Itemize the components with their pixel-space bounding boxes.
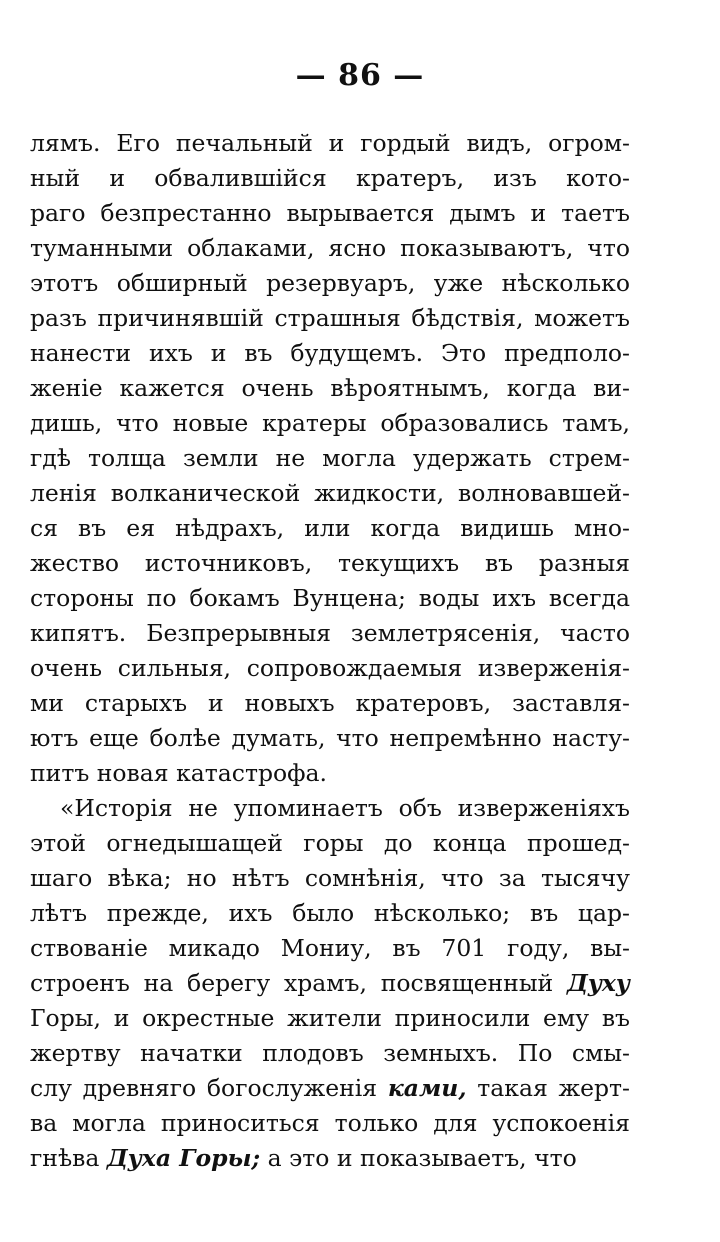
text-segment: такая жерт- [466, 1074, 630, 1102]
text-segment: а это и показываетъ, что [260, 1144, 577, 1172]
text-line: лямъ. Его печальный и гордый видъ, огром- [30, 129, 630, 157]
text-segment: слу древняго богослуженія [30, 1074, 378, 1102]
text-line: жертву начатки плодовъ земныхъ. По смы- [30, 1039, 630, 1067]
text-line-mixed [30, 966, 630, 1001]
text-line: Горы, и окрестные жители приносили ему въ [30, 1004, 630, 1032]
text-line: дишь, что новые кратеры образовались тамъ, [30, 409, 630, 437]
text-line: стороны по бокамъ Вунцена; воды ихъ всегда [30, 584, 630, 612]
text-line: ми старыхъ и новыхъ кратеровъ, заставля- [30, 689, 630, 717]
text-line-mixed [30, 1071, 630, 1106]
text-line: раго безпрестанно вырывается дымъ и таетъ [30, 199, 630, 227]
italic-segment: Духа Горы; [106, 1144, 261, 1172]
text-line: лѣтъ прежде, ихъ было нѣсколько; въ цар- [30, 899, 630, 927]
text-segment: гнѣва [30, 1144, 100, 1172]
text-line: ный и обвалившійся кратеръ, изъ кото- [30, 164, 630, 192]
text-line: этотъ обширный резервуаръ, уже нѣсколько [30, 269, 630, 297]
text-line: шаго вѣка; но нѣтъ сомнѣнія, что за тысячу [30, 864, 630, 892]
text-line: ленія волканической жидкости, волновавшей- [30, 479, 630, 507]
text-line-mixed [30, 1141, 630, 1176]
text-line: питъ новая катастрофа. [30, 759, 328, 787]
page-number: — 86 — [295, 58, 425, 93]
text-line: разъ причинявшій страшныя бѣдствія, можетъ [30, 304, 630, 332]
text-line: этой огнедышащей горы до конца прошед- [30, 829, 630, 857]
text-line: нанести ихъ и въ будущемъ. Это предполо- [30, 339, 630, 367]
text-line: туманными облаками, ясно показываютъ, что [30, 234, 630, 262]
text-line: «Исторія не упоминаетъ объ изверженіяхъ [60, 794, 630, 822]
text-line: ствованіе микадо Мониу, въ 701 году, вы- [30, 934, 630, 962]
text-line: ютъ еще болѣе думать, что непремѣнно насту- [30, 724, 630, 752]
italic-segment: Духу [566, 969, 630, 997]
text-segment: строенъ на берегу храмъ, посвященный [30, 969, 554, 997]
text-line: жество источниковъ, текущихъ въ разныя [30, 549, 630, 577]
text-line: женіе кажется очень вѣроятнымъ, когда ви- [30, 374, 630, 402]
text-line: гдѣ толща земли не могла удержать стрем- [30, 444, 630, 472]
text-line: очень сильныя, сопровождаемыя изверженія- [30, 654, 630, 682]
text-line: ва могла приноситься только для успокоенія [30, 1109, 630, 1137]
body-text [30, 126, 630, 1176]
text-line: кипятъ. Безпрерывныя землетрясенія, часто [30, 619, 630, 647]
text-line: ся въ ея нѣдрахъ, или когда видишь мно- [30, 514, 630, 542]
italic-segment: ками, [387, 1074, 467, 1102]
